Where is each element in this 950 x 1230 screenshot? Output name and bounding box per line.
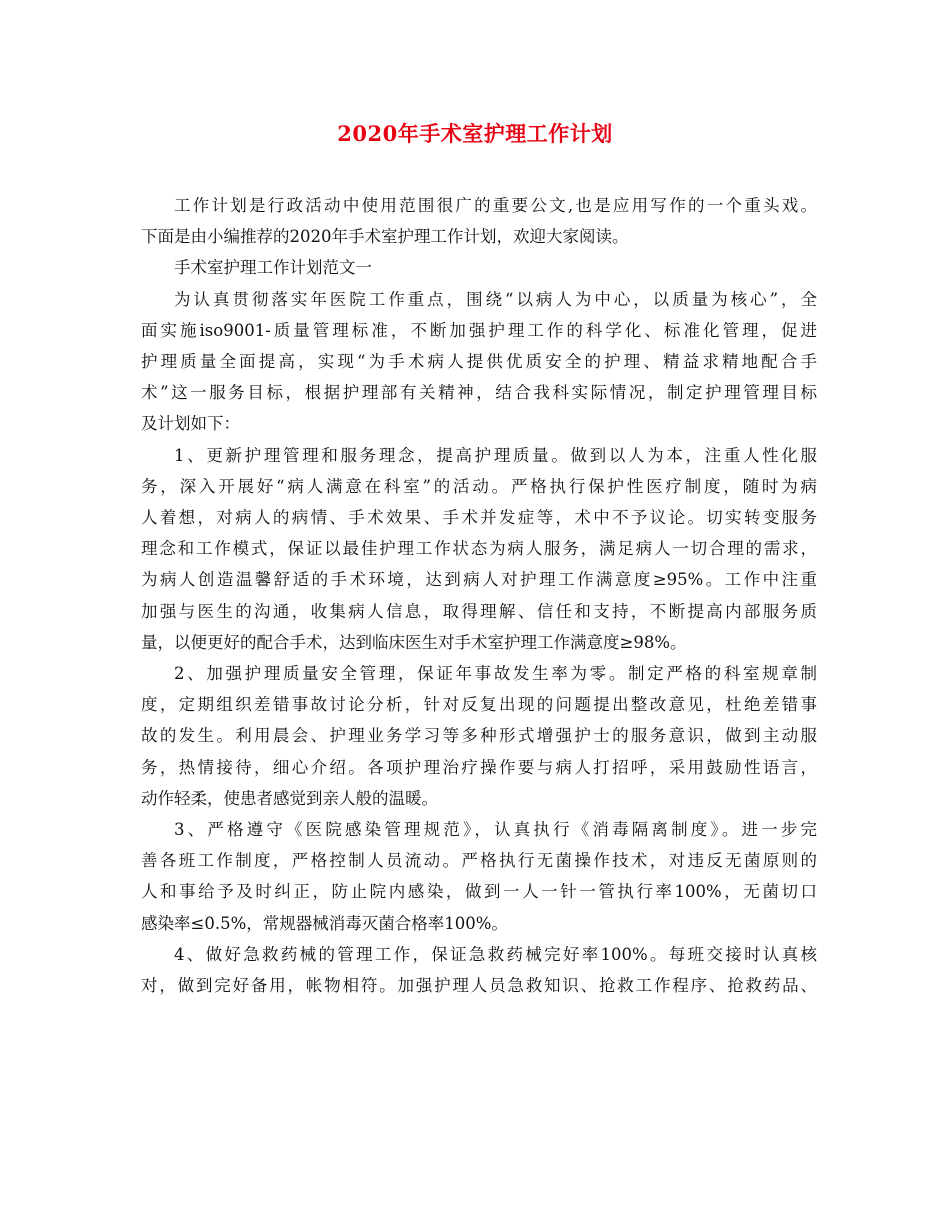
- text-line: 下面是由小编推荐的2020年手术室护理工作计划，欢迎大家阅读。: [141, 227, 629, 247]
- text-line: 善各班工作制度，严格控制人员流动。严格执行无菌操作技术，对违反无菌原则的: [141, 851, 817, 871]
- text-line: 面实施iso9001-质量管理标准，不断加强护理工作的科学化、标准化管理，促进: [141, 320, 817, 340]
- text-line: 加强与医生的沟通，收集病人信息，取得理解、信任和支持，不断提高内部服务质: [141, 601, 817, 621]
- item-1-paragraph: [141, 440, 817, 658]
- text-line: 务，热情接待，细心介绍。各项护理治疗操作要与病人打招呼，采用鼓励性语言，: [141, 757, 817, 777]
- text-line: 及计划如下：: [141, 414, 240, 434]
- text-line: 护理质量全面提高，实现“为手术病人提供优质安全的护理、精益求精地配合手: [141, 352, 817, 372]
- text-line: 2、加强护理质量安全管理，保证年事故发生率为零。制定严格的科室规章制: [174, 664, 817, 684]
- text-line: 理念和工作模式，保证以最佳护理工作状态为病人服务，满足病人一切合理的需求，: [141, 539, 817, 559]
- text-line: 人着想，对病人的病情、手术效果、手术并发症等，术中不予议论。切实转变服务: [141, 508, 817, 528]
- item-4-paragraph: [141, 939, 817, 1001]
- text-line: 为病人创造温馨舒适的手术环境，达到病人对护理工作满意度≥95%。工作中注重: [141, 570, 817, 590]
- document-body: [141, 190, 817, 1001]
- text-line: 术”这一服务目标，根据护理部有关精神，结合我科实际情况，制定护理管理目标: [141, 383, 817, 403]
- text-line: 工作计划是行政活动中使用范围很广的重要公文,也是应用写作的一个重头戏。: [174, 196, 817, 215]
- text-line: 感染率≤0.5%，常规器械消毒灭菌合格率100%。: [141, 913, 508, 933]
- text-line: 度，定期组织差错事故讨论分析，针对反复出现的问题提出整改意见，杜绝差错事: [141, 695, 817, 715]
- text-line: 4、做好急救药械的管理工作，保证急救药械完好率100%。每班交接时认真核: [174, 944, 817, 964]
- section-heading-paragraph: [141, 252, 817, 283]
- document-title: 2020年手术室护理工作计划: [337, 121, 613, 146]
- overview-paragraph: [141, 284, 817, 440]
- intro-paragraph: [141, 190, 817, 252]
- text-line: 为认真贯彻落实年医院工作重点，围绕“以病人为中心，以质量为核心”，全: [174, 289, 817, 309]
- text-line: 人和事给予及时纠正，防止院内感染，做到一人一针一管执行率100%，无菌切口: [141, 882, 817, 902]
- item-2-paragraph: [141, 658, 817, 814]
- text-line: 故的发生。利用晨会、护理业务学习等多种形式增强护士的服务意识，做到主动服: [141, 726, 817, 746]
- item-3-paragraph: [141, 814, 817, 939]
- text-line: 务，深入开展好“病人满意在科室”的活动。严格执行保护性医疗制度，随时为病: [141, 476, 817, 496]
- text-line: 对，做到完好备用，帐物相符。加强护理人员急救知识、抢救工作程序、抢救药品、: [141, 976, 817, 996]
- text-line: 动作轻柔，使患者感觉到亲人般的温暖。: [141, 788, 438, 808]
- text-line: 1、更新护理管理和服务理念，提高护理质量。做到以人为本，注重人性化服: [174, 445, 817, 465]
- text-line: 3、严格遵守《医院感染管理规范》，认真执行《消毒隔离制度》。进一步完: [174, 820, 817, 840]
- text-line: 量，以便更好的配合手术，达到临床医生对手术室护理工作满意度≥98%。: [141, 632, 687, 652]
- text-line: 手术室护理工作计划范文一: [174, 258, 372, 278]
